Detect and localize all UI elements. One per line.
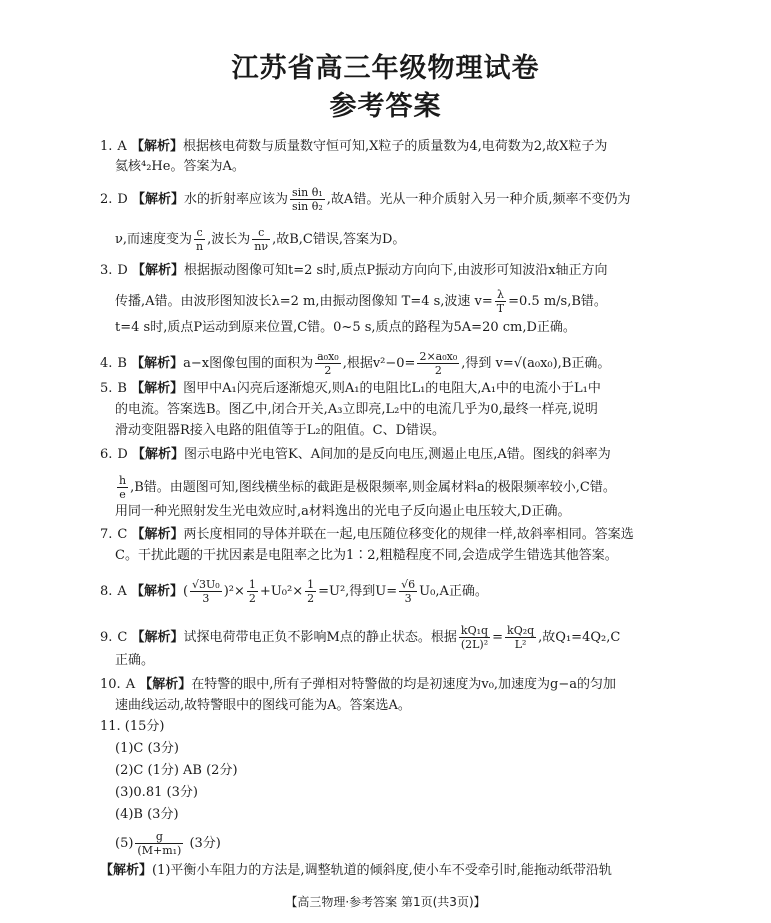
answer-3: 3. D 【解析】根据振动图像可知t=2 s时,质点P振动方向向下,由波形可知波沿x轴正方向 [100, 263, 608, 278]
answer-5-line2: 的电流。答案选B。图乙中,闭合开关,A₃立即亮,L₂中的电流几乎为0,最终一样亮,说明 [115, 402, 598, 417]
answer-9: 9. C 【解析】试探电荷带电正负不影响M点的静止状态。根据 $\frac{\text{kQ₁q}}{\text{(2L)²}}$ = $\frac{\text{kQ₂q}}{\text{L²}}$ ,故Q₁=4Q₂,C [100, 624, 621, 651]
fraction: $\frac{\text{a₀x₀}}{2}$ [317, 350, 339, 377]
answer-6-line2: $\frac{h}{e}$ ,B错。由题图可知,图线横坐标的截距是极限频率,则金属材料a的极限频率较小,C错。 [119, 474, 616, 501]
analysis-tag: 【解析】 [130, 584, 183, 599]
analysis-tag: 【解析】 [131, 630, 184, 645]
fraction: $\frac{h}{e}$ [119, 474, 127, 501]
answer-11-part4: (4)B (3分) [115, 807, 179, 822]
answer-1: 1. A 【解析】根据核电荷数与质量数守恒可知,X粒子的质量数为4,电荷数为2,故X粒子为 [100, 139, 608, 154]
analysis-tag: 【解析】 [130, 139, 183, 154]
fraction: $\frac{1}{2}$ [307, 578, 315, 605]
answer-7: 7. C 【解析】两长度相同的导体并联在一起,电压随位移变化的规律一样,故斜率相同。答案选 [100, 527, 634, 542]
page-footer: 【高三物理·参考答案 第1页(共3页)】 [285, 895, 486, 909]
answer-11-part2: (2)C (1分) AB (2分) [115, 763, 238, 778]
fraction: $\frac{c}{n}$ [196, 226, 204, 253]
answer-1-line2: 氦核⁴₂He。答案为A。 [115, 159, 245, 174]
answer-11-explanation: 【解析】(1)平衡小车阻力的方法是,调整轨道的倾斜度,使小车不受牵引时,能拖动纸带沿轨 [100, 863, 612, 878]
fraction: $\frac{1}{2}$ [248, 578, 256, 605]
answer-9-line2: 正确。 [115, 653, 155, 668]
answer-5: 5. B 【解析】图甲中A₁闪亮后逐渐熄灭,则A₁的电阻比L₁的电阻大,A₁中的电流小于L₁中 [100, 381, 601, 396]
fraction: $\frac{\lambda}{T}$ [496, 288, 505, 315]
fraction: $\frac{g}{\text{(M+m₁)}}$ [137, 830, 182, 857]
answer-11-head: 11. (15分) [100, 719, 165, 734]
answer-7-line2: C。干扰此题的干扰因素是电阻率之比为1∶2,粗糙程度不同,会造成学生错选其他答案。 [115, 548, 618, 563]
analysis-tag: 【解析】 [131, 447, 184, 462]
answer-11-part3: (3)0.81 (3分) [115, 785, 198, 800]
answer-5-line3: 滑动变阻器R接入电路的阻值等于L₂的阻值。C、D错误。 [115, 423, 446, 438]
analysis-tag: 【解析】 [131, 527, 184, 542]
page-title: 江苏省高三年级物理试卷 [231, 53, 540, 84]
answer-10: 10. A 【解析】在特警的眼中,所有子弹相对特警做的均是初速度为v₀,加速度为g−a的匀加 [100, 677, 617, 692]
analysis-tag: 【解析】 [131, 192, 184, 207]
answer-11-part1: (1)C (3分) [115, 741, 179, 756]
fraction: $\frac{\text{2×a₀x₀}}{2}$ [419, 350, 458, 377]
analysis-tag: 【解析】 [131, 356, 184, 371]
fraction: $\frac{√6}{3}$ [401, 578, 416, 605]
fraction: $\frac{\text{kQ₁q}}{\text{(2L)²}}$ [460, 624, 489, 651]
fraction: $\frac{\text{√3U₀}}{3}$ [192, 578, 220, 605]
page-subtitle: 参考答案 [329, 91, 442, 122]
answer-10-line2: 速曲线运动,故特警眼中的图线可能为A。答案选A。 [115, 698, 411, 713]
fraction: $\frac{c}{n\nu}$ [254, 226, 269, 253]
fraction: $\frac{\text{kQ₂q}}{\text{L²}}$ [507, 624, 535, 651]
analysis-tag: 【解析】 [131, 381, 184, 396]
analysis-tag: 【解析】 [100, 863, 153, 878]
answer-6-line3: 用同一种光照射发生光电效应时,a材料逸出的光电子反向遏止电压较大,D正确。 [115, 504, 571, 519]
answer-6: 6. D 【解析】图示电路中光电管K、A间加的是反向电压,测遏止电压,A错。图线的斜率为 [100, 447, 611, 462]
analysis-tag: 【解析】 [139, 677, 192, 692]
answer-4: 4. B 【解析】a−x图像包围的面积为 $\frac{\text{a₀x₀}}{2}$ ,根据v²−0= $\frac{\text{2×a₀x₀}}{2}$ ,得到 v=√(a₀x₀),B正确。 [100, 350, 611, 377]
answer-3-line2: 传播,A错。由波形图知波长λ=2 m,由振动图像知 T=4 s,波速 v= $\frac{\lambda}{T}$ =0.5 m/s,B错。 [115, 288, 607, 315]
answer-2: 2. D 【解析】水的折射率应该为 $\frac{\text{sin θ₁}}{\text{sin θ₂}}$ ,故A错。光从一种介质射入另一种介质,频率不变仍为 [100, 186, 631, 213]
fraction: $\frac{\text{sin θ₁}}{\text{sin θ₂}}$ [292, 186, 323, 213]
answer-3-line3: t=4 s时,质点P运动到原来位置,C错。0~5 s,质点的路程为5A=20 cm,D正确。 [115, 320, 576, 335]
answer-11-part5: (5) $\frac{g}{\text{(M+m₁)}}$ (3分) [115, 830, 221, 857]
answer-8: 8. A 【解析】( $\frac{\text{√3U₀}}{3}$ )²× $\frac{1}{2}$ +U₀²× $\frac{1}{2}$ =U²,得到U= $\frac{√6}{3}$ U₀,A正确。 [100, 578, 488, 605]
analysis-tag: 【解析】 [131, 263, 184, 278]
answer-2-line2: ν,而速度变为 $\frac{c}{n}$ ,波长为 $\frac{c}{n\nu}$ ,故B,C错误,答案为D。 [115, 226, 406, 253]
